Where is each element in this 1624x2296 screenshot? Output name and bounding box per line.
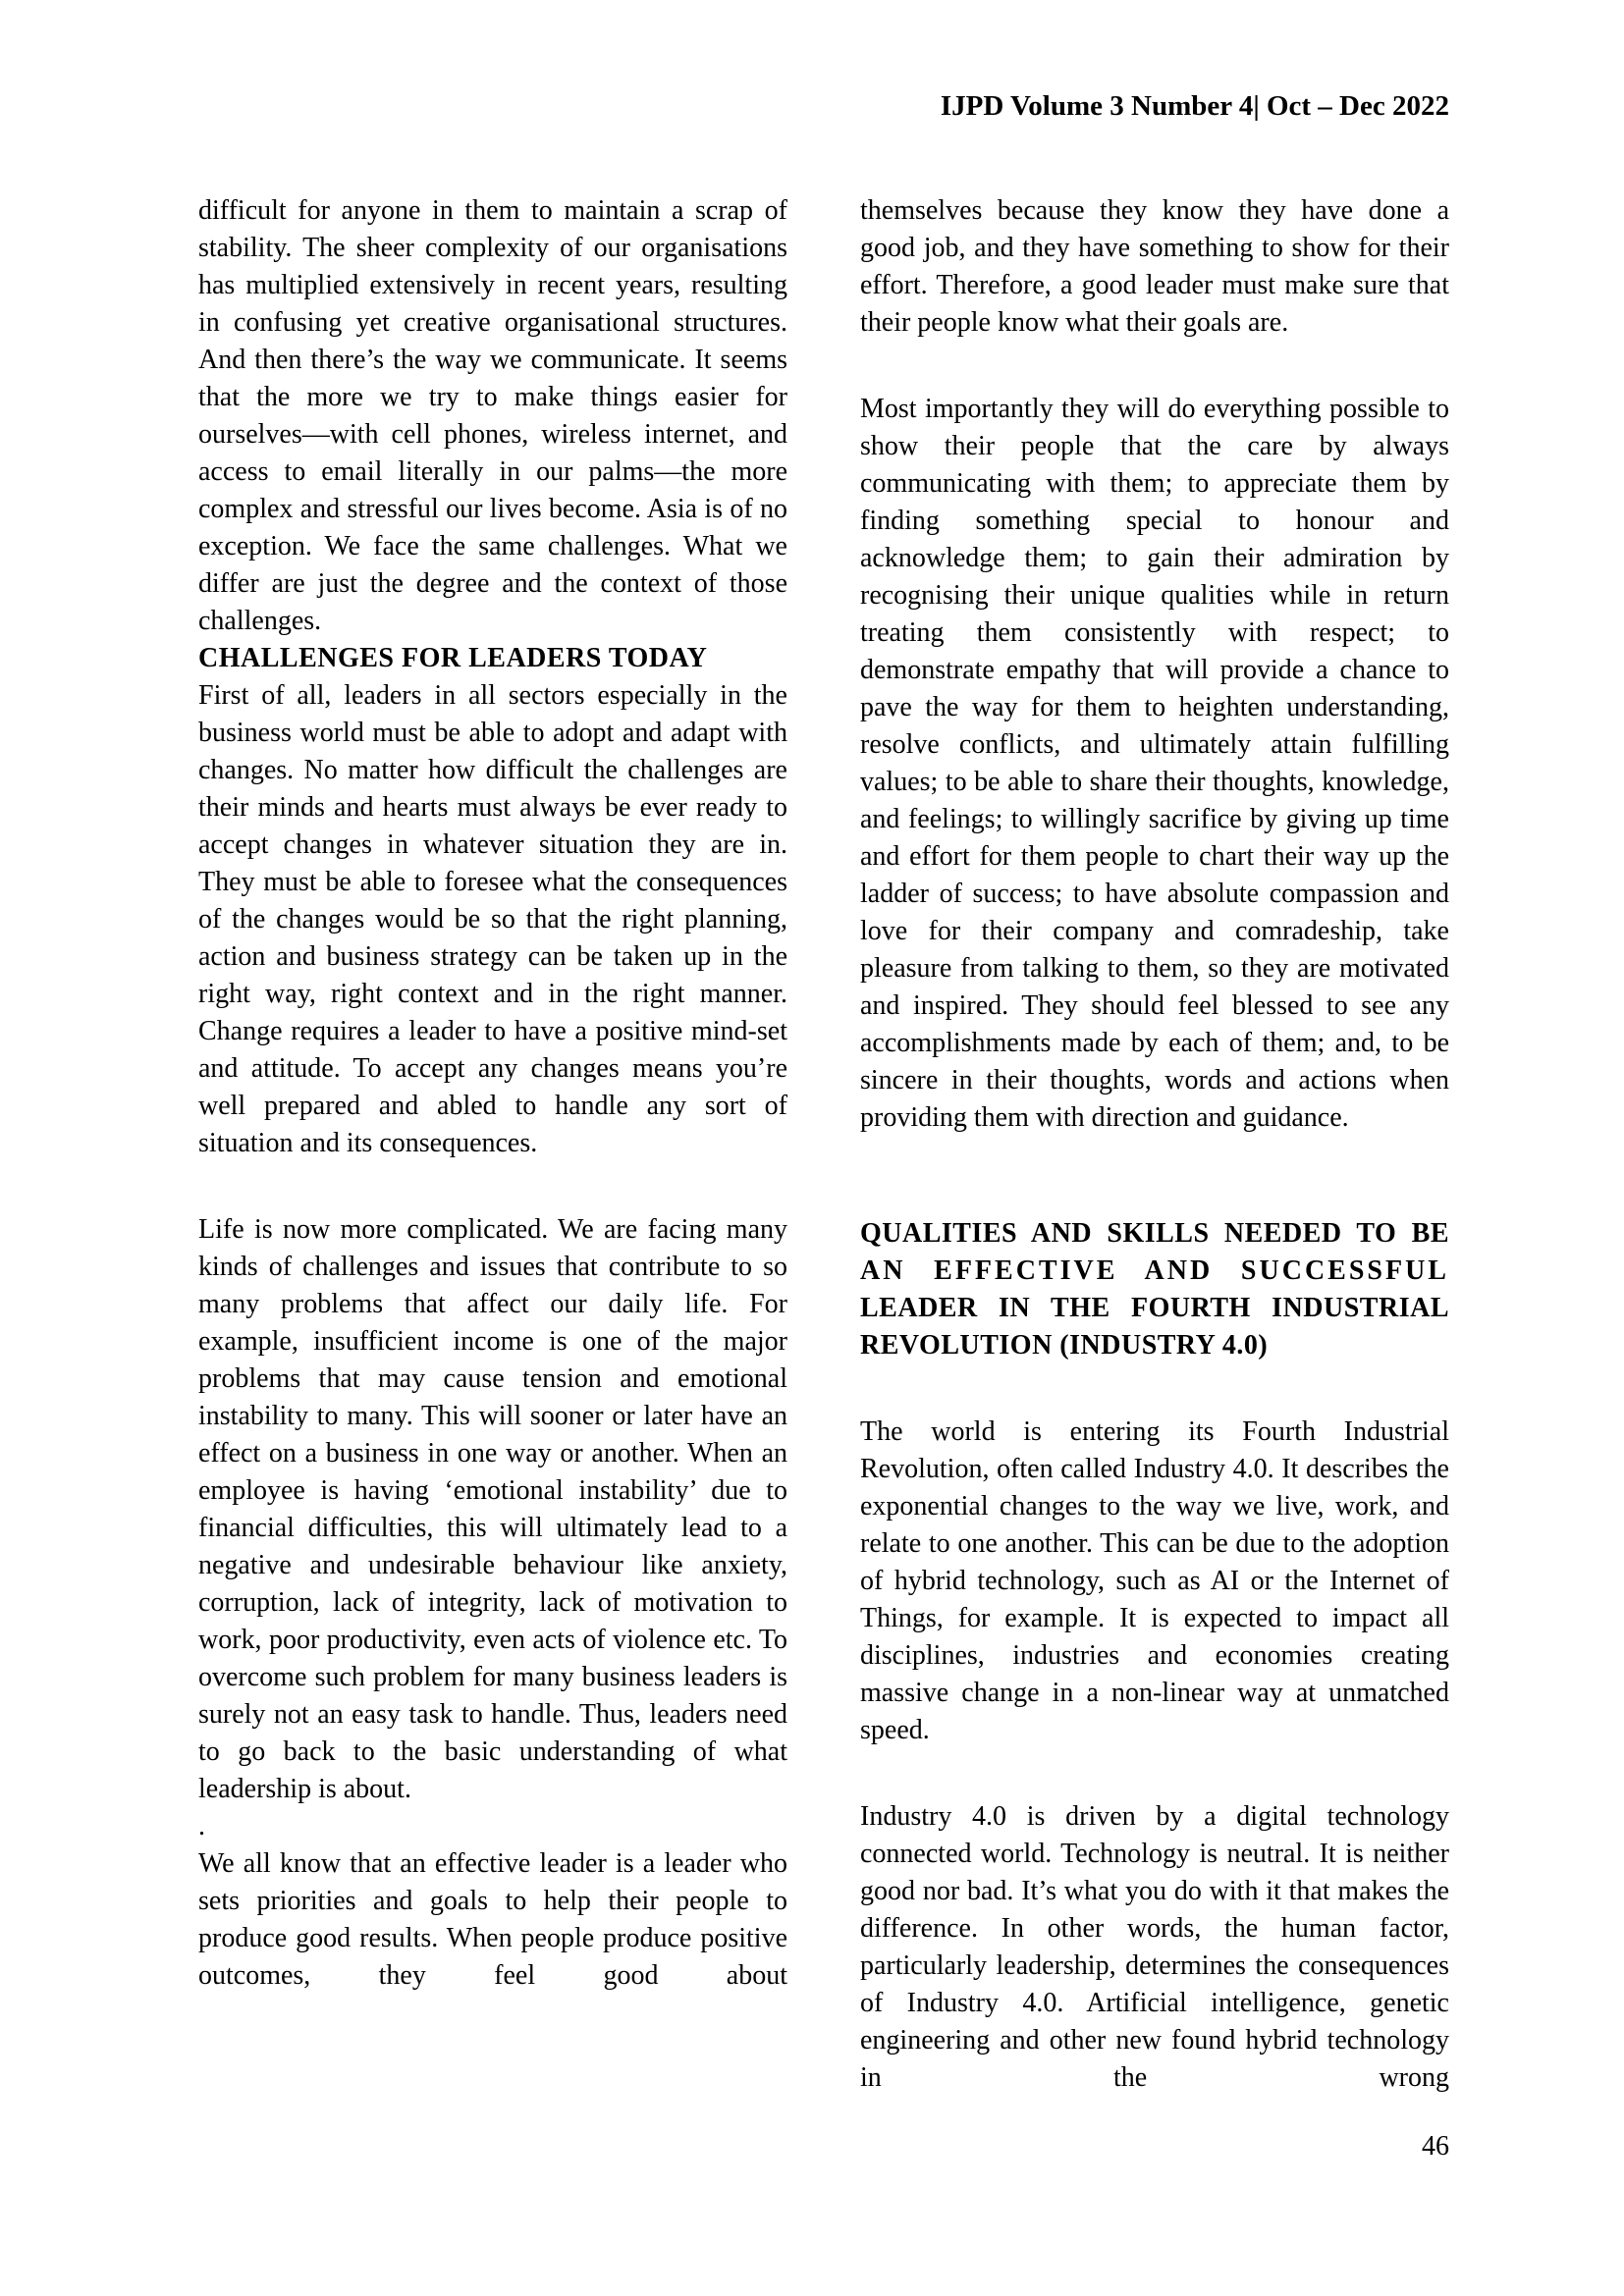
paragraph-life-complicated: Life is now more complicated. We are facing many kinds of challenges and issues that contribute to so many problems that affect our daily life. For example, insufficient income is one of the major problems that may cause tension and emotional instability to many. This will sooner or later have an effect on a business in one way or another. When an employee is having ‘emotional instability’ due to financial difficulties, this will ultimately lead to a negative and undesirable behaviour like anxiety, corruption, lack of integrity, lack of motivation to work, poor productivity, even acts of violence etc. To overcome such problem for many business leaders is surely not an easy task to handle. Thus, leaders need to go back to the basic understanding of what leadership is about. (198, 1214, 787, 1804)
paragraph-most-importantly: Most importantly they will do everything possible to show their people that the care by always communicating with them; to appreciate them by finding something special to honour and acknowledge them; to gain their admiration by recognising their unique qualities while in return treating them consistently with respect; to demonstrate empathy that will provide a chance to pave the way for them to heighten understanding, resolve conflicts, and ultimately attain fulfilling values; to be able to share their thoughts, knowledge, and feelings; to willingly sacrifice by giving up time and effort for them people to chart their way up the ladder of success; to have absolute compassion and love for their company and comradeship, take pleasure from talking to them, so they are motivated and inspired. They should feel blessed to see any accomplishments made by each of them; and, to be sincere in their thoughts, words and actions when providing them with direction and guidance. (860, 394, 1449, 1133)
paragraph-adopt-adapt: First of all, leaders in all sectors especially in the business world must be able to adopt and adapt with changes. No matter how difficult the challenges are their minds and hearts must always be ever ready to accept changes in whatever situation they are in. They must be able to foresee what the consequences of the changes would be so that the right planning, action and business strategy can be taken up in the right way, right context and in the right manner. Change requires a leader to have a positive mind-set and attitude. To accept any changes means you’re well prepared and abled to handle any sort of situation and its consequences. (198, 680, 787, 1158)
paragraph-stability: difficult for anyone in them to maintain a scrap of stability. The sheer complexity of our organisations has multiplied extensively in recent years, resulting in confusing yet creative organisational structures. And then there’s the way we communicate. It seems that the more we try to make things easier for ourselves—with cell phones, wireless internet, and access to email literally in our palms—the more complex and stressful our lives become. Asia is of no exception. We face the same challenges. What we differ are just the degree and the context of those challenges. (198, 195, 787, 636)
journal-header: IJPD Volume 3 Number 4| Oct – Dec 2022 (940, 90, 1449, 122)
section-heading-qualities-industry40 (860, 1215, 1449, 1364)
two-column-body (198, 192, 1449, 2097)
section-heading-challenges: CHALLENGES FOR LEADERS TODAY (198, 643, 708, 673)
paragraph-fourth-industrial-revolution: The world is entering its Fourth Industrial Revolution, often called Industry 4.0. It describes the exponential changes to the way we live, work, and relate to one another. This can be due to the adoption of hybrid technology, such as AI or the Internet of Things, for example. It is expected to impact all disciplines, industries and economies creating massive change in a non-linear way at unmatched speed. (860, 1416, 1449, 1745)
heading-line: QUALITIES AND SKILLS NEEDED TO BE (860, 1218, 1449, 1249)
right-column (860, 192, 1449, 2097)
left-column (198, 192, 787, 2097)
orphan-period-line: . (198, 1811, 205, 1842)
page-number: 46 (1422, 2131, 1449, 2162)
paragraph-goals: themselves because they know they have done a good job, and they have something to show for their effort. Therefore, a good leader must make sure that their people know what their goals are. (860, 195, 1449, 338)
heading-line: AN EFFECTIVE AND SUCCESSFUL (860, 1255, 1449, 1286)
heading-line: REVOLUTION (INDUSTRY 4.0) (860, 1330, 1269, 1361)
paragraph-effective-leader: We all know that an effective leader is a leader who sets priorities and goals to help their people to produce good results. When people produce positive outcomes, they feel good about (198, 1848, 787, 1991)
heading-line: LEADER IN THE FOURTH INDUSTRIAL (860, 1293, 1449, 1323)
paragraph-industry40-driven: Industry 4.0 is driven by a digital technology connected world. Technology is neutral. It is neither good nor bad. It’s what you do with it that makes the difference. In other words, the human factor, particularly leadership, determines the consequences of Industry 4.0. Artificial intelligence, genetic engineering and other new found hybrid technology in the wrong (860, 1801, 1449, 2093)
